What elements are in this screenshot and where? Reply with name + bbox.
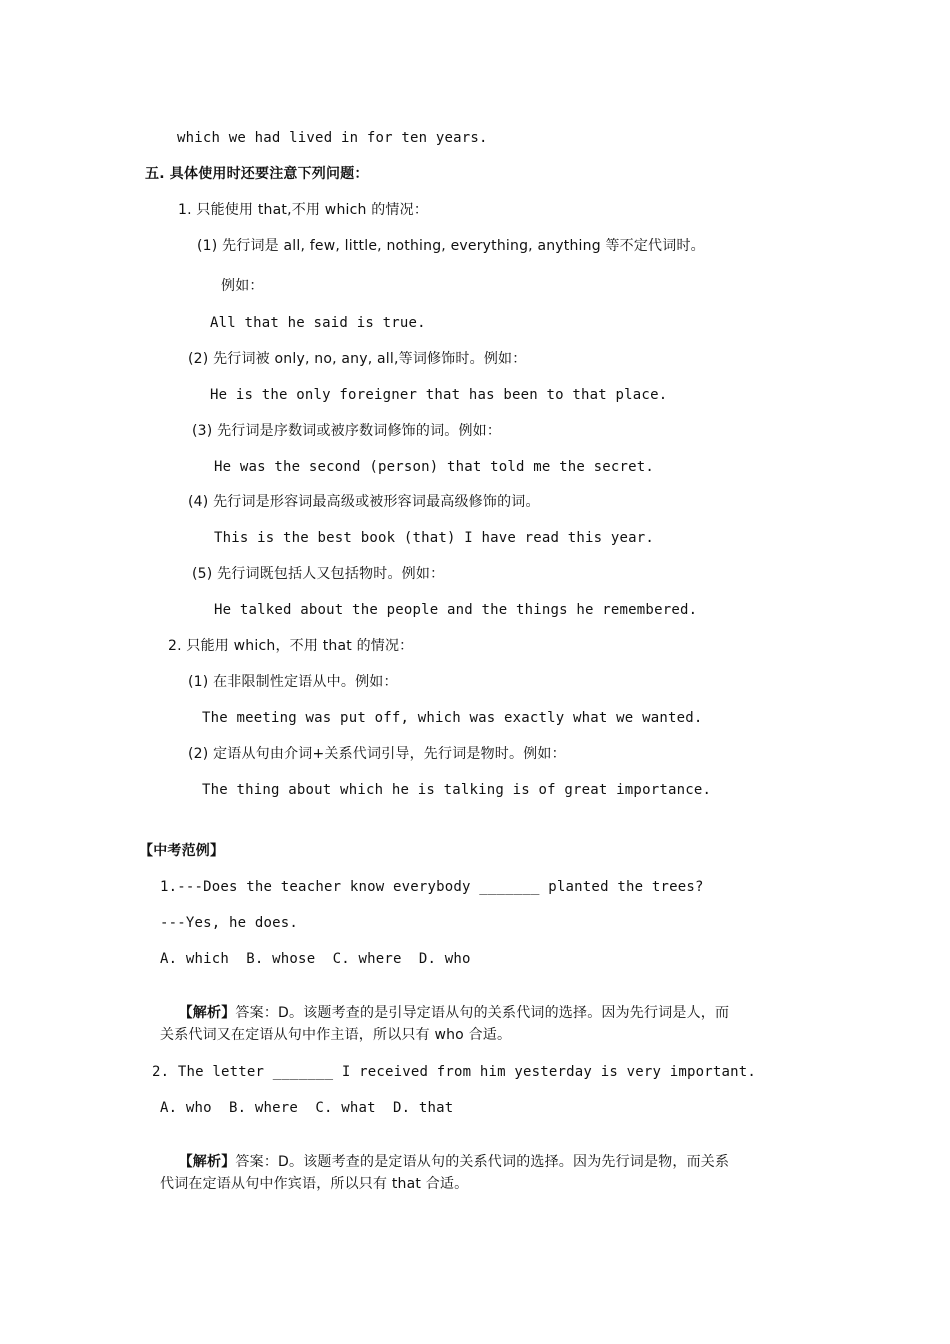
exam-examples-heading: 【中考范例】: [139, 843, 225, 859]
example-sentence: He talked about the people and the things he remembered.: [214, 602, 698, 618]
example-sentence: This is the best book (that) I have read this year.: [214, 530, 655, 546]
rule-heading-that-only: 1. 只能使用 that,不用 which 的情况：: [178, 202, 429, 218]
which-rule-item-2: (2) 定语从句由介词+关系代词引导，先行词是物时。例如：: [188, 746, 566, 762]
example-sentence: He is the only foreigner that has been to that place.: [210, 387, 668, 403]
question-1-options: A. which B. whose C. where D. who: [160, 951, 471, 967]
which-rule-item-1: (1) 在非限制性定语从中。例如：: [188, 674, 398, 690]
question-1: 1.---Does the teacher know everybody _______ planted the trees?: [160, 879, 704, 895]
analysis-text: 答案：D。该题考查的是引导定语从句的关系代词的选择。因为先行词是人，而: [235, 1005, 730, 1021]
example-sentence: The thing about which he is talking is of great importance.: [202, 782, 712, 798]
rule-item-1: (1) 先行词是 all, few, little, nothing, everything, anything 等不定代词时。: [197, 238, 705, 254]
continued-example-line: which we had lived in for ten years.: [177, 130, 488, 146]
rule-item-5: (5) 先行词既包括人又包括物时。例如：: [192, 566, 445, 582]
analysis-label: 【解析】: [178, 1154, 236, 1170]
rule-heading-which-only: 2. 只能用 which，不用 that 的情况：: [168, 638, 414, 654]
rule-item-3: (3) 先行词是序数词或被序数词修饰的词。例如：: [192, 423, 502, 439]
analysis-1-continued: 关系代词又在定语从句中作主语，所以只有 who 合适。: [160, 1027, 512, 1043]
rule-item-2: (2) 先行词被 only, no, any, all,等词修饰时。例如：: [188, 351, 527, 367]
analysis-text: 答案：D。该题考查的是定语从句的关系代词的选择。因为先行词是物，而关系: [235, 1154, 730, 1170]
section-heading: 五. 具体使用时还要注意下列问题：: [145, 166, 369, 182]
rule-item-4: (4) 先行词是形容词最高级或被形容词最高级修饰的词。: [188, 494, 540, 510]
example-sentence: The meeting was put off, which was exactly what we wanted.: [202, 710, 703, 726]
question-2: 2. The letter _______ I received from him yesterday is very important.: [152, 1064, 757, 1080]
question-1-reply: ---Yes, he does.: [160, 915, 299, 931]
example-sentence: All that he said is true.: [210, 315, 426, 331]
analysis-2-continued: 代词在定语从句中作宾语，所以只有 that 合适。: [160, 1176, 469, 1192]
example-sentence: He was the second (person) that told me the secret.: [214, 459, 655, 475]
question-2-options: A. who B. where C. what D. that: [160, 1100, 454, 1116]
example-label: 例如：: [221, 278, 264, 294]
analysis-label: 【解析】: [178, 1005, 236, 1021]
